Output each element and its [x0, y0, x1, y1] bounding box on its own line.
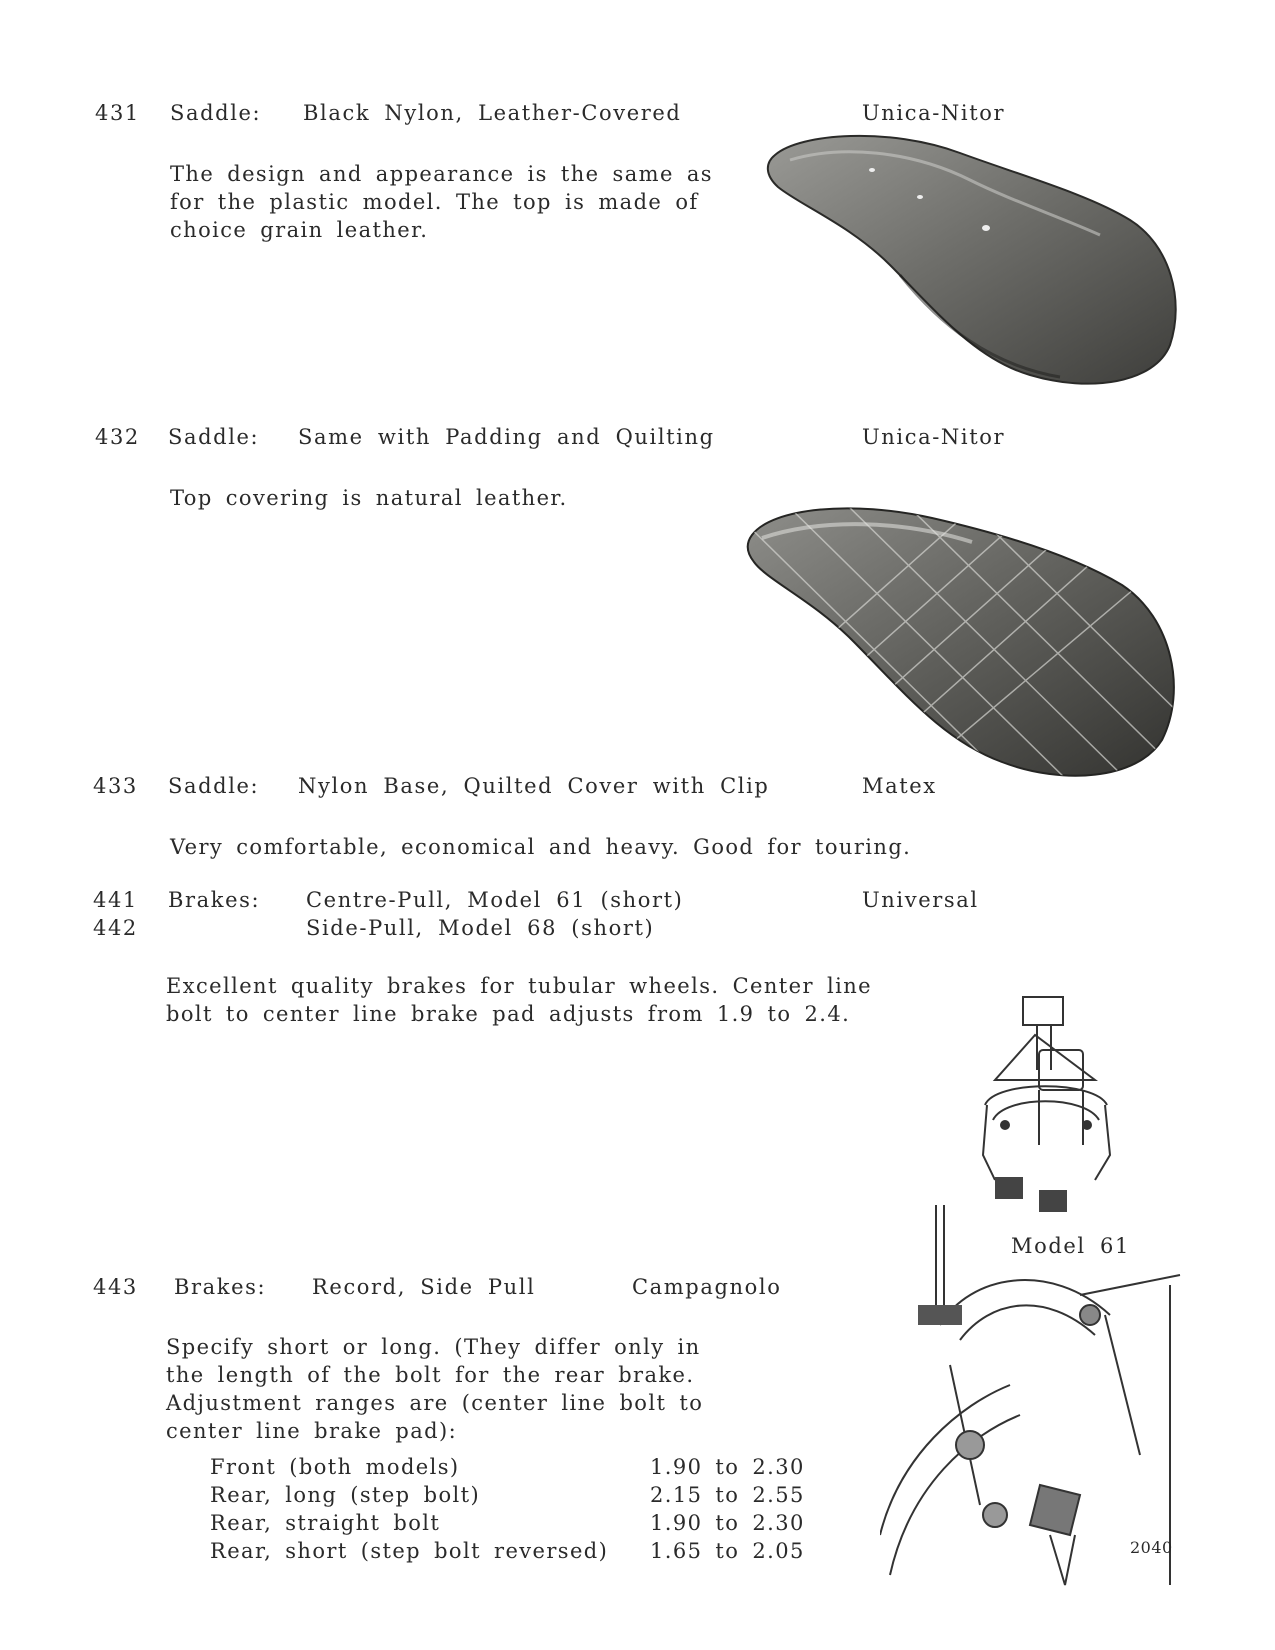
item-433-category: Saddle: — [168, 774, 260, 798]
adjustment-row — [210, 1509, 810, 1537]
quilted-saddle-illustration — [742, 500, 1192, 785]
item-443-category: Brakes: — [174, 1275, 267, 1299]
leather-saddle-illustration — [760, 125, 1200, 400]
adjustment-label: Front (both models) — [210, 1455, 460, 1479]
item-441-category: Brakes: — [168, 888, 261, 912]
description-line: Top covering is natural leather. — [170, 486, 568, 510]
description-line: choice grain leather. — [170, 218, 429, 242]
adjustment-row — [210, 1453, 810, 1481]
item-433-number: 433 — [93, 774, 138, 798]
figure-number: 2040 — [1130, 1538, 1173, 1557]
item-443-description — [166, 1333, 703, 1445]
description-line: Specify short or long. (They differ only in — [166, 1335, 701, 1359]
description-line: the length of the bolt for the rear brake. — [166, 1363, 695, 1387]
item-433-title: Nylon Base, Quilted Cover with Clip — [298, 774, 770, 798]
item-433-maker: Matex — [862, 774, 937, 798]
item-441-maker: Universal — [862, 888, 979, 912]
adjustment-label: Rear, straight bolt — [210, 1511, 441, 1535]
item-432-description — [170, 484, 568, 512]
adjustment-row — [210, 1481, 810, 1509]
item-442-number: 442 — [93, 916, 138, 940]
item-432-category: Saddle: — [168, 425, 260, 449]
item-443-maker: Campagnolo — [632, 1275, 782, 1299]
description-line: The design and appearance is the same as — [170, 162, 713, 186]
item-433-description — [170, 833, 911, 861]
item-431-description — [170, 160, 713, 244]
model-61-caption: Model 61 — [1011, 1234, 1130, 1258]
description-line: center line brake pad): — [166, 1419, 458, 1443]
adjustment-range: 1.90 to 2.30 — [650, 1455, 805, 1479]
item-431-title: Black Nylon, Leather-Covered — [303, 101, 682, 125]
item-432-title: Same with Padding and Quilting — [298, 425, 715, 449]
centre-pull-brake-illustration — [975, 995, 1125, 1220]
adjustment-range: 2.15 to 2.55 — [650, 1483, 805, 1507]
description-line: Very comfortable, economical and heavy. Good for touring. — [170, 835, 912, 859]
item-432-maker: Unica-Nitor — [862, 425, 1006, 449]
adjustment-label: Rear, short (step bolt reversed) — [210, 1539, 609, 1563]
item-431-maker: Unica-Nitor — [862, 101, 1006, 125]
description-line: Adjustment ranges are (center line bolt to — [166, 1391, 704, 1415]
item-441-title: Centre-Pull, Model 61 (short) — [306, 888, 684, 912]
item-431-number: 431 — [95, 101, 140, 125]
item-441-number: 441 — [93, 888, 138, 912]
item-432-number: 432 — [95, 425, 140, 449]
item-441-description — [166, 972, 872, 1028]
item-431-category: Saddle: — [170, 101, 262, 125]
description-line: Excellent quality brakes for tubular wheels. Center line — [166, 974, 872, 998]
adjustment-row — [210, 1537, 810, 1565]
description-line: bolt to center line brake pad adjusts from 1.9 to 2.4. — [166, 1002, 851, 1026]
item-443-number: 443 — [93, 1275, 138, 1299]
description-line: for the plastic model. The top is made of — [170, 190, 699, 214]
adjustment-table — [210, 1453, 810, 1573]
adjustment-range: 1.90 to 2.30 — [650, 1511, 805, 1535]
item-443-title: Record, Side Pull — [312, 1275, 536, 1299]
adjustment-range: 1.65 to 2.05 — [650, 1539, 805, 1563]
adjustment-label: Rear, long (step bolt) — [210, 1483, 481, 1507]
item-442-title: Side-Pull, Model 68 (short) — [306, 916, 655, 940]
